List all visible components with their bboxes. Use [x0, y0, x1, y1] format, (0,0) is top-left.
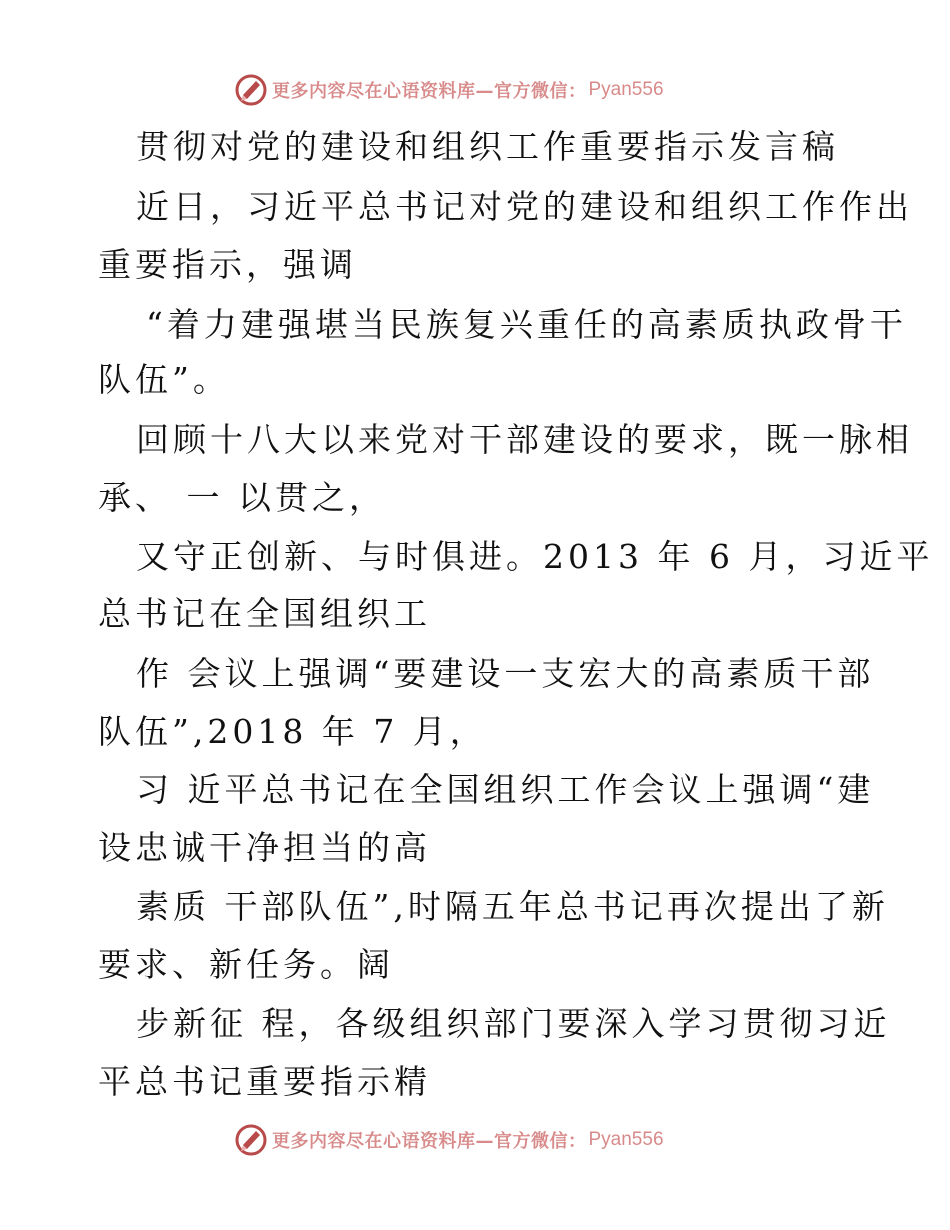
- paragraph-line: 要求、新任务。阔: [98, 945, 394, 984]
- paragraph-line: 素质 干部队伍”,时隔五年总书记再次提出了新: [136, 887, 889, 926]
- watermark-logo-icon: [234, 73, 268, 107]
- paragraph-line: 重要指示，强调: [98, 245, 357, 284]
- watermark-account: Pyan556: [588, 1129, 664, 1150]
- paragraph-line: 又守正创新、与时俱进。2013 年 6 月，习近平: [136, 537, 934, 576]
- watermark-text: 更多内容尽在心语资料库—官方微信：: [272, 1131, 587, 1152]
- paragraph-line: 回顾十八大以来党对干部建设的要求，既一脉相: [136, 420, 913, 459]
- paragraph-line: 总书记在全国组织工: [98, 594, 431, 633]
- paragraph-line: 队伍”。: [98, 360, 230, 399]
- watermark-header: [234, 72, 664, 108]
- watermark-account: Pyan556: [588, 79, 664, 100]
- watermark-logo-icon: [234, 1123, 268, 1157]
- paragraph-line: 平总书记重要指示精: [98, 1062, 431, 1101]
- watermark-footer: [234, 1122, 664, 1158]
- paragraph-line: 队伍”,2018 年 7 月，: [98, 712, 487, 751]
- paragraph-line: 承、 一 以贯之，: [98, 478, 386, 517]
- watermark-text: 更多内容尽在心语资料库—官方微信：: [272, 81, 587, 102]
- paragraph-line: 步新征 程，各级组织部门要深入学习贯彻习近: [136, 1004, 891, 1043]
- document-title: 贯彻对党的建设和组织工作重要指示发言稿: [136, 127, 839, 166]
- paragraph-line: 习 近平总书记在全国组织工作会议上强调“建: [136, 770, 875, 809]
- paragraph-line: 近日，习近平总书记对党的建设和组织工作作出: [136, 187, 913, 226]
- paragraph-line: 设忠诚干净担当的高: [98, 828, 431, 867]
- paragraph-line: “着力建强堪当民族复兴重任的高素质执政骨干: [146, 305, 907, 344]
- paragraph-line: 作 会议上强调“要建设一支宏大的高素质干部: [136, 654, 875, 693]
